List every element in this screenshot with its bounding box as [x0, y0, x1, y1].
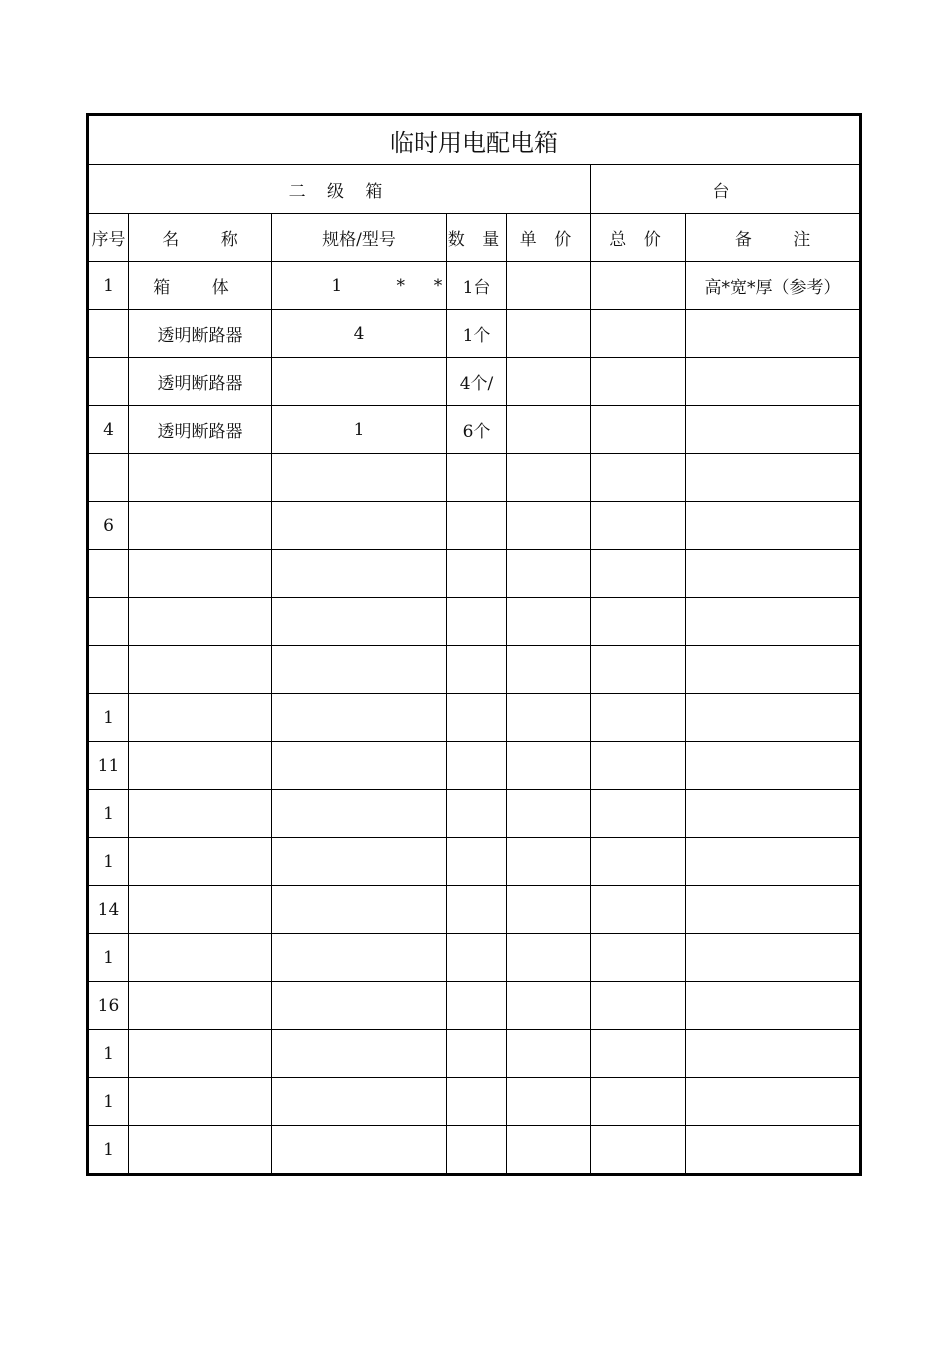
cell-unit-price — [507, 1126, 591, 1175]
cell-qty: 6个 — [447, 406, 507, 454]
table-row — [88, 742, 861, 790]
cell-qty — [447, 886, 507, 934]
cell-unit-price — [507, 550, 591, 598]
cell-spec: 1 — [272, 406, 447, 454]
cell-spec — [272, 982, 447, 1030]
cell-qty — [447, 790, 507, 838]
cell-note — [686, 886, 861, 934]
table-row — [88, 1030, 861, 1078]
cell-seq — [88, 646, 129, 694]
cell-spec — [272, 646, 447, 694]
table-row — [88, 838, 861, 886]
cell-unit-price — [507, 310, 591, 358]
cell-spec — [272, 934, 447, 982]
cell-qty — [447, 934, 507, 982]
cell-qty — [447, 838, 507, 886]
distribution-box-table — [86, 113, 862, 1176]
cell-name — [129, 742, 272, 790]
cell-unit-price — [507, 886, 591, 934]
cell-note — [686, 934, 861, 982]
cell-spec — [272, 1126, 447, 1175]
cell-name — [129, 838, 272, 886]
cell-seq: 1 — [88, 262, 129, 310]
cell-total-price — [591, 406, 686, 454]
cell-unit-price — [507, 934, 591, 982]
cell-seq: 16 — [88, 982, 129, 1030]
cell-total-price — [591, 646, 686, 694]
cell-unit-price — [507, 790, 591, 838]
cell-qty — [447, 1078, 507, 1126]
cell-spec — [272, 838, 447, 886]
cell-total-price — [591, 694, 686, 742]
box-level-label: 二 级 箱 — [88, 165, 591, 214]
cell-note: 高*宽*厚（参考） — [686, 262, 861, 310]
cell-seq — [88, 454, 129, 502]
table-row — [88, 550, 861, 598]
cell-name: 箱 体 — [129, 262, 272, 310]
header-name: 名 称 — [129, 214, 272, 262]
cell-note — [686, 358, 861, 406]
cell-spec — [272, 598, 447, 646]
cell-note — [686, 838, 861, 886]
cell-qty — [447, 502, 507, 550]
title-row — [88, 115, 861, 165]
cell-total-price — [591, 1030, 686, 1078]
cell-note — [686, 1078, 861, 1126]
cell-seq: 4 — [88, 406, 129, 454]
header-note: 备 注 — [686, 214, 861, 262]
cell-unit-price — [507, 646, 591, 694]
table-row — [88, 934, 861, 982]
table-row — [88, 790, 861, 838]
cell-spec — [272, 1030, 447, 1078]
header-qty: 数 量 — [447, 214, 507, 262]
spec-part: 1 — [331, 275, 343, 296]
cell-unit-price — [507, 262, 591, 310]
cell-total-price — [591, 502, 686, 550]
cell-qty — [447, 598, 507, 646]
header-spec: 规格/型号 — [272, 214, 447, 262]
cell-seq: 1 — [88, 1030, 129, 1078]
document-title: 临时用电配电箱 — [88, 115, 861, 165]
table-row — [88, 694, 861, 742]
cell-total-price — [591, 886, 686, 934]
cell-spec — [272, 1078, 447, 1126]
cell-unit-price — [507, 838, 591, 886]
cell-unit-price — [507, 598, 591, 646]
cell-note — [686, 502, 861, 550]
cell-qty — [447, 982, 507, 1030]
cell-name — [129, 550, 272, 598]
cell-seq — [88, 550, 129, 598]
cell-name — [129, 790, 272, 838]
cell-qty: 1台 — [447, 262, 507, 310]
cell-name: 透明断路器 — [129, 406, 272, 454]
cell-spec — [272, 502, 447, 550]
cell-name — [129, 598, 272, 646]
cell-seq: 1 — [88, 1126, 129, 1175]
cell-name — [129, 1126, 272, 1175]
cell-note — [686, 742, 861, 790]
cell-total-price — [591, 310, 686, 358]
cell-name — [129, 502, 272, 550]
cell-name — [129, 1078, 272, 1126]
cell-total-price — [591, 550, 686, 598]
cell-name: 透明断路器 — [129, 358, 272, 406]
cell-spec — [272, 550, 447, 598]
cell-total-price — [591, 262, 686, 310]
cell-unit-price — [507, 1078, 591, 1126]
header-total-price: 总 价 — [591, 214, 686, 262]
table-row — [88, 886, 861, 934]
spec-part: * — [433, 275, 443, 296]
cell-seq: 1 — [88, 934, 129, 982]
cell-note — [686, 694, 861, 742]
box-unit-label: 台 — [591, 165, 861, 214]
subheader-row — [88, 165, 861, 214]
cell-note — [686, 646, 861, 694]
cell-name — [129, 934, 272, 982]
cell-spec: 4 — [272, 310, 447, 358]
cell-note — [686, 1126, 861, 1175]
cell-total-price — [591, 982, 686, 1030]
cell-seq: 6 — [88, 502, 129, 550]
header-seq: 序号 — [88, 214, 129, 262]
cell-spec — [272, 454, 447, 502]
table-row — [88, 262, 861, 310]
cell-seq: 14 — [88, 886, 129, 934]
cell-total-price — [591, 598, 686, 646]
cell-spec — [272, 742, 447, 790]
cell-note — [686, 982, 861, 1030]
cell-note — [686, 454, 861, 502]
cell-total-price — [591, 742, 686, 790]
cell-spec — [272, 790, 447, 838]
table-row — [88, 406, 861, 454]
cell-spec — [272, 886, 447, 934]
cell-note — [686, 550, 861, 598]
cell-qty — [447, 742, 507, 790]
cell-qty — [447, 694, 507, 742]
cell-seq: 1 — [88, 790, 129, 838]
header-unit-price: 单 价 — [507, 214, 591, 262]
table-row — [88, 454, 861, 502]
cell-unit-price — [507, 982, 591, 1030]
table-row — [88, 646, 861, 694]
cell-total-price — [591, 454, 686, 502]
cell-qty — [447, 1126, 507, 1175]
cell-unit-price — [507, 502, 591, 550]
table-row — [88, 982, 861, 1030]
cell-name — [129, 646, 272, 694]
cell-note — [686, 598, 861, 646]
cell-spec — [272, 694, 447, 742]
cell-total-price — [591, 934, 686, 982]
cell-qty: 1个 — [447, 310, 507, 358]
cell-note — [686, 310, 861, 358]
cell-total-price — [591, 1126, 686, 1175]
table-row — [88, 1126, 861, 1175]
spec-part: * — [396, 275, 405, 296]
cell-name — [129, 1030, 272, 1078]
cell-qty — [447, 454, 507, 502]
cell-unit-price — [507, 406, 591, 454]
column-header-row — [88, 214, 861, 262]
cell-unit-price — [507, 742, 591, 790]
cell-total-price — [591, 838, 686, 886]
cell-qty — [447, 1030, 507, 1078]
cell-unit-price — [507, 358, 591, 406]
cell-note — [686, 406, 861, 454]
table-row — [88, 310, 861, 358]
cell-qty — [447, 550, 507, 598]
cell-name: 透明断路器 — [129, 310, 272, 358]
cell-unit-price — [507, 1030, 591, 1078]
table-row — [88, 1078, 861, 1126]
cell-unit-price — [507, 454, 591, 502]
table-row — [88, 502, 861, 550]
cell-seq — [88, 598, 129, 646]
cell-seq: 11 — [88, 742, 129, 790]
cell-seq: 1 — [88, 1078, 129, 1126]
cell-name — [129, 694, 272, 742]
cell-total-price — [591, 1078, 686, 1126]
table-row — [88, 358, 861, 406]
cell-name — [129, 454, 272, 502]
cell-seq: 1 — [88, 838, 129, 886]
table-row — [88, 598, 861, 646]
cell-name — [129, 982, 272, 1030]
cell-note — [686, 1030, 861, 1078]
cell-name — [129, 886, 272, 934]
cell-note — [686, 790, 861, 838]
cell-seq — [88, 358, 129, 406]
cell-qty — [447, 646, 507, 694]
cell-total-price — [591, 358, 686, 406]
cell-unit-price — [507, 694, 591, 742]
cell-qty: 4个/ — [447, 358, 507, 406]
cell-seq: 1 — [88, 694, 129, 742]
cell-spec — [272, 262, 447, 310]
cell-spec — [272, 358, 447, 406]
cell-total-price — [591, 790, 686, 838]
cell-seq — [88, 310, 129, 358]
